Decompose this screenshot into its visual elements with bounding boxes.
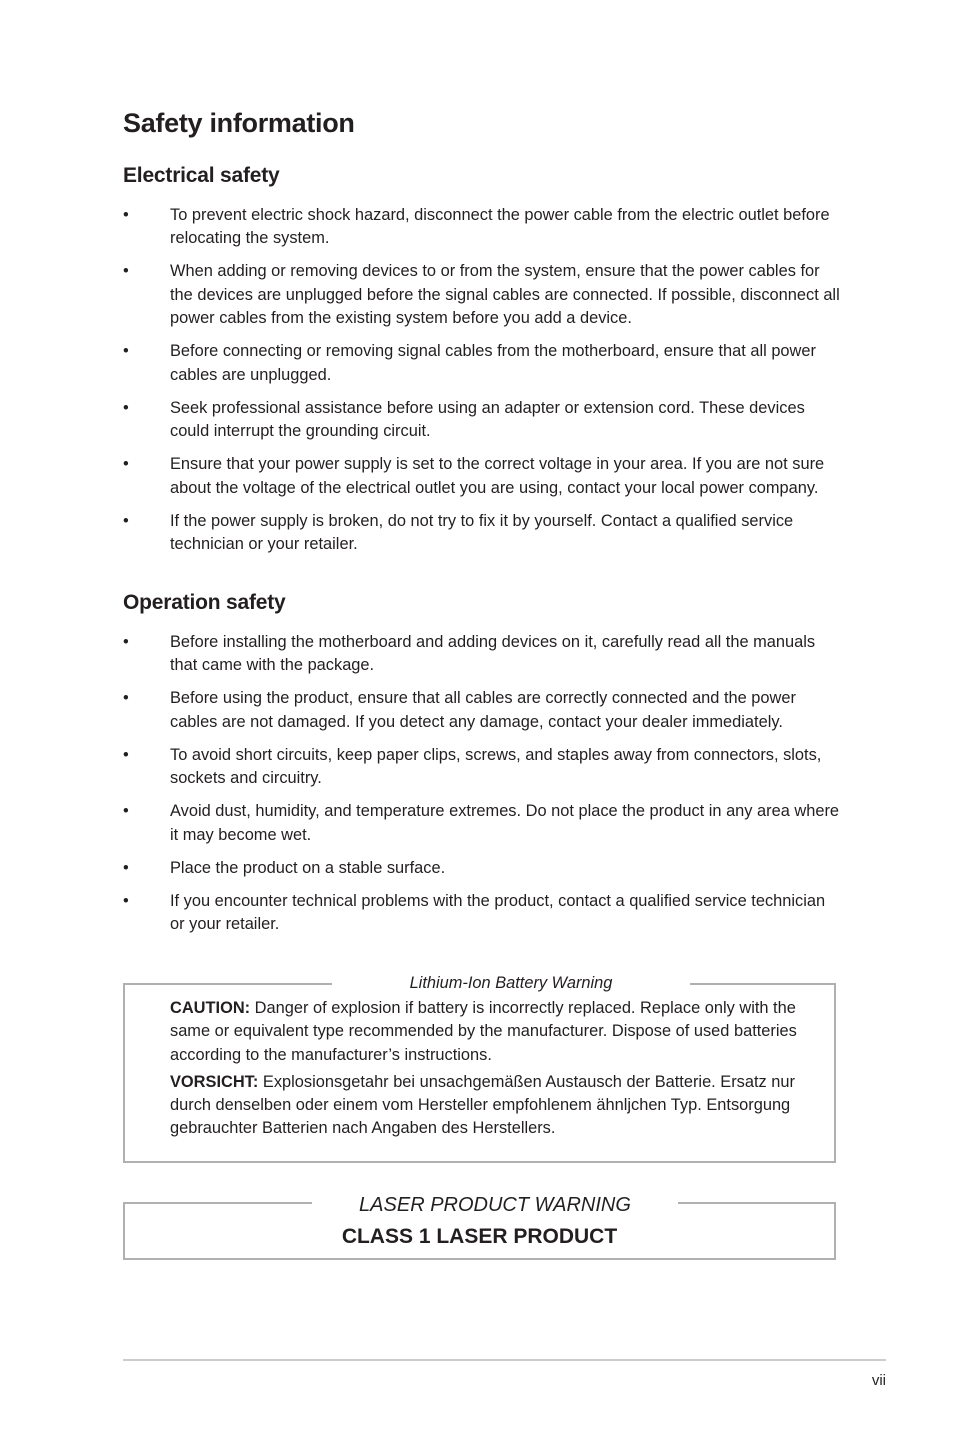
list-item bbox=[123, 631, 843, 678]
bullet-icon: • bbox=[123, 633, 129, 651]
list-item bbox=[123, 397, 843, 444]
bullet-icon: • bbox=[123, 802, 129, 821]
list-item bbox=[123, 687, 843, 734]
list-item bbox=[123, 857, 843, 880]
list-item-text: When adding or removing devices to or from the system, ensure that the power cables for the devices are unplugged before the signal cables are connected. If possible, disconnect all power cables from the existing system before you add a device. bbox=[170, 262, 840, 328]
laser-class-label: CLASS 1 LASER PRODUCT bbox=[341, 1225, 618, 1248]
list-item-text: If you encounter technical problems with the product, contact a qualified service technician or your retailer. bbox=[170, 892, 826, 934]
page-title: Safety information bbox=[123, 108, 355, 138]
bullet-icon: • bbox=[123, 511, 129, 530]
list-item-text: Avoid dust, humidity, and temperature extremes. Do not place the product in any area where it may become wet. bbox=[170, 802, 840, 844]
bullet-icon: • bbox=[123, 398, 129, 417]
operation-safety-list bbox=[123, 631, 843, 947]
electrical-safety-list bbox=[123, 204, 843, 566]
laser-warning-title: LASER PRODUCT WARNING bbox=[312, 1192, 678, 1218]
electrical-safety-heading: Electrical safety bbox=[123, 164, 280, 187]
battery-warning-box bbox=[123, 974, 836, 1163]
vorsicht-paragraph bbox=[170, 1071, 835, 1141]
vorsicht-text: Explosionsgetahr bei unsachgemäßen Austausch der Batterie. Ersatz nur durch denselben oder einem vom Hersteller empfohlenem ähnljchen Typ. Entsorgung gebrauchter Batterien nach Angaben des Herstellers. bbox=[170, 1072, 795, 1138]
operation-safety-heading: Operation safety bbox=[123, 591, 286, 614]
list-item bbox=[123, 890, 843, 937]
list-item-text: Place the product on a stable surface. bbox=[170, 858, 446, 877]
list-item bbox=[123, 453, 843, 500]
laser-warning-box bbox=[123, 1194, 836, 1260]
list-item bbox=[123, 204, 843, 251]
list-item-text: Ensure that your power supply is set to the correct voltage in your area. If you are not sure about the voltage of the electrical outlet you are using, contact your local power company. bbox=[170, 455, 825, 497]
bullet-icon: • bbox=[123, 206, 129, 224]
caution-text: Danger of explosion if battery is incorrectly replaced. Replace only with the same or equivalent type recommended by the manufacturer. Dispose of used batteries according to the manufacturer’s instructions. bbox=[170, 999, 797, 1064]
footer-divider bbox=[123, 1359, 886, 1361]
bullet-icon: • bbox=[123, 455, 129, 474]
list-item-text: If the power supply is broken, do not try to fix it by yourself. Contact a qualified service technician or your retailer. bbox=[170, 511, 794, 554]
list-item bbox=[123, 744, 843, 791]
list-item-text: Before installing the motherboard and adding devices on it, carefully read all the manuals that came with the package. bbox=[170, 633, 816, 675]
list-item-text: To prevent electric shock hazard, disconnect the power cable from the electric outlet before relocating the system. bbox=[170, 206, 830, 248]
page-number: vii bbox=[871, 1372, 886, 1389]
caution-label: CAUTION: bbox=[170, 999, 251, 1017]
battery-warning-body bbox=[170, 997, 835, 1145]
list-item bbox=[123, 340, 843, 387]
battery-warning-title: Lithium-Ion Battery Warning bbox=[332, 971, 690, 995]
list-item-text: To avoid short circuits, keep paper clips, screws, and staples away from connectors, slots, sockets and circuitry. bbox=[170, 745, 822, 788]
bullet-icon: • bbox=[123, 858, 129, 877]
bullet-icon: • bbox=[123, 689, 129, 708]
list-item-text: Seek professional assistance before using an adapter or extension cord. These devices could interrupt the grounding circuit. bbox=[170, 398, 805, 441]
list-item-text: Before connecting or removing signal cables from the motherboard, ensure that all power cables are unplugged. bbox=[170, 342, 816, 384]
list-item bbox=[123, 260, 843, 330]
list-item bbox=[123, 510, 843, 557]
bullet-icon: • bbox=[123, 262, 129, 281]
bullet-icon: • bbox=[123, 745, 129, 764]
bullet-icon: • bbox=[123, 892, 129, 911]
caution-paragraph bbox=[170, 997, 835, 1067]
vorsicht-label: VORSICHT: bbox=[170, 1072, 259, 1091]
list-item-text: Before using the product, ensure that all cables are correctly connected and the power cables are not damaged. If you detect any damage, contact your dealer immediately. bbox=[170, 689, 796, 731]
bullet-icon: • bbox=[123, 342, 129, 361]
list-item bbox=[123, 800, 843, 847]
